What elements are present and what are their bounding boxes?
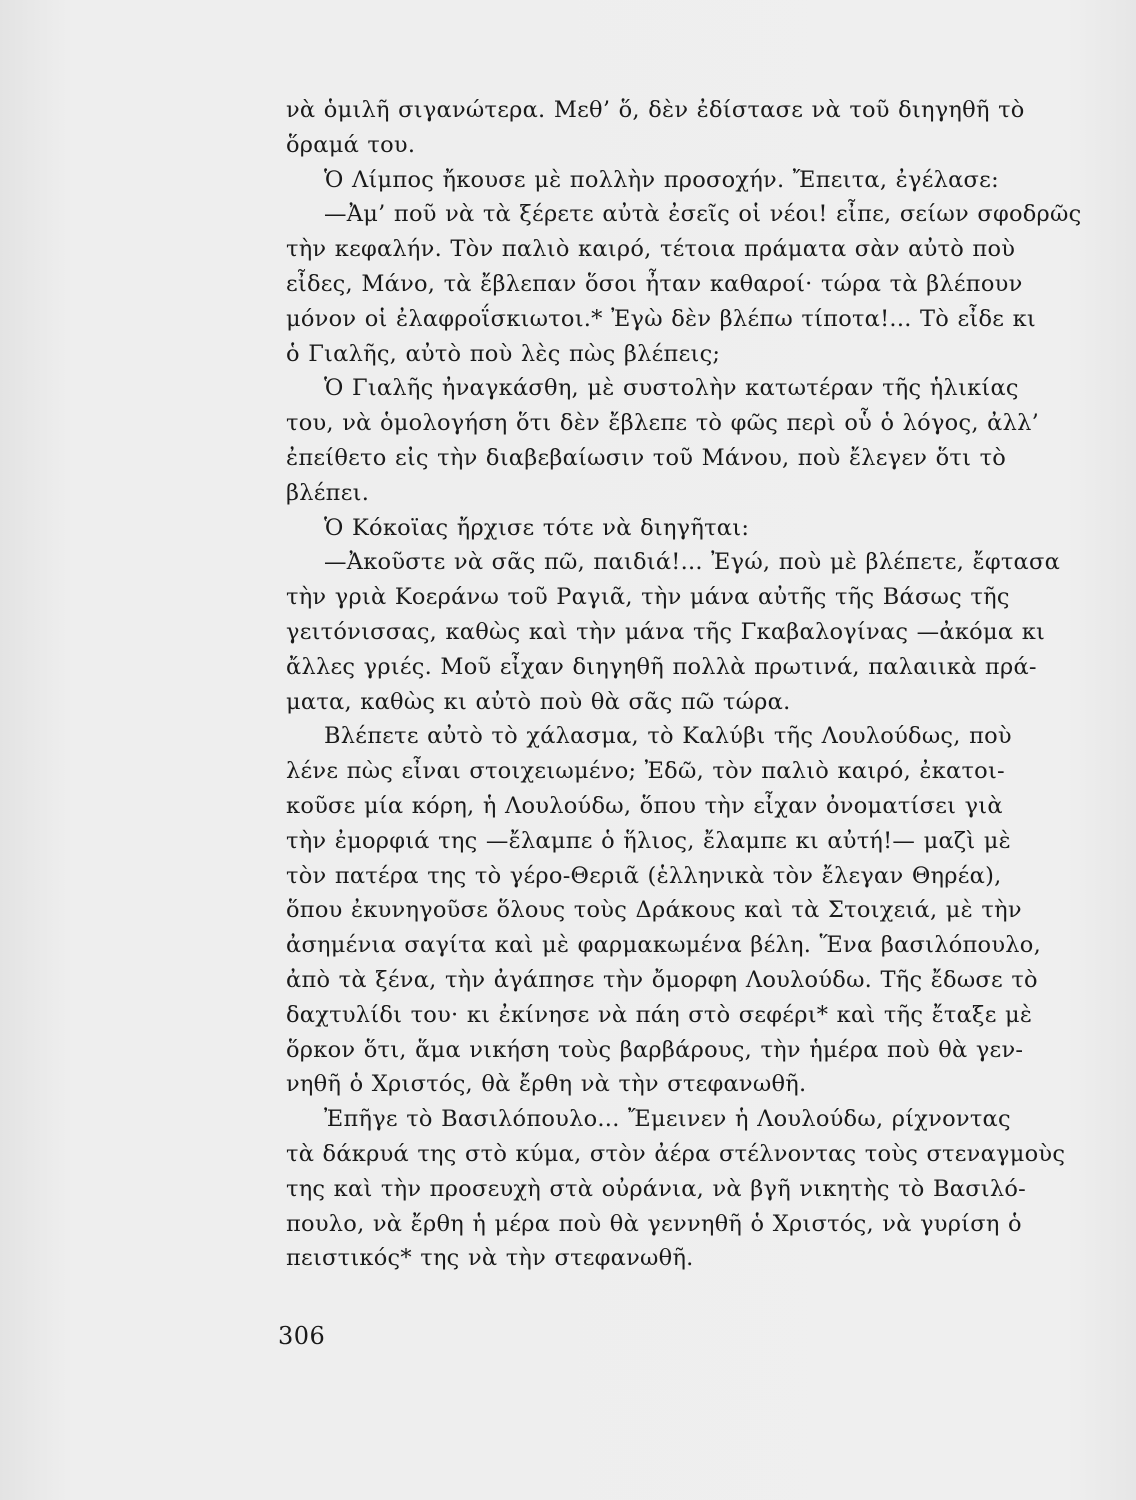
text-line: δαχτυλίδι του· κι ἐκίνησε νὰ πάη στὸ σεφέρι* καὶ τῆς ἔταξε μὲ: [286, 1001, 1033, 1028]
text-line: του, νὰ ὁμολογήση ὅτι δὲν ἔβλεπε τὸ φῶς περὶ οὗ ὁ λόγος, ἀλλ’: [286, 410, 1039, 437]
text-line: ὁ Γιαλῆς, αὐτὸ ποὺ λὲς πὼς βλέπεις;: [286, 340, 721, 367]
text-line: μόνον οἱ ἐλαφροΐσκιωτοι.* Ἐγὼ δὲν βλέπω τίποτα!... Τὸ εἶδε κι: [286, 305, 1036, 332]
text-line: τὴν κεφαλήν. Τὸν παλιὸ καιρό, τέτοια πράματα σὰν αὐτὸ ποὺ: [286, 236, 1016, 263]
text-line: ὅρκον ὅτι, ἅμα νικήση τοὺς βαρβάρους, τὴν ἡμέρα ποὺ θὰ γεν-: [286, 1036, 1024, 1063]
text-line: Ὁ Λίμπος ἤκουσε μὲ πολλὴν προσοχήν. Ἔπειτα, ἐγέλασε:: [324, 166, 999, 193]
text-line: ἐπείθετο εἰς τὴν διαβεβαίωσιν τοῦ Μάνου, ποὺ ἔλεγεν ὅτι τὸ: [286, 444, 1007, 471]
text-line: τὸν πατέρα της τὸ γέρο-Θεριᾶ (ἑλληνικὰ τὸν ἔλεγαν Θηρέα),: [286, 862, 1002, 889]
text-line: τὴν γριὰ Κοεράνω τοῦ Ραγιᾶ, τὴν μάνα αὐτῆς τῆς Βάσως τῆς: [286, 584, 1010, 611]
text-line: ὅπου ἐκυνηγοῦσε ὅλους τοὺς Δράκους καὶ τὰ Στοιχειά, μὲ τὴν: [286, 897, 1022, 924]
text-line: λένε πὼς εἶναι στοιχειωμένο; Ἐδῶ, τὸν παλιὸ καιρό, ἐκατοι-: [286, 758, 1005, 785]
text-line: —Ἀμ’ ποῦ νὰ τὰ ξέρετε αὐτὰ ἐσεῖς οἱ νέοι! εἶπε, σείων σφοδρῶς: [324, 201, 1082, 228]
text-line: Ὁ Κόκοϊας ἤρχισε τότε νὰ διηγῆται:: [324, 514, 750, 541]
text-line: ἀπὸ τὰ ξένα, τὴν ἀγάπησε τὴν ὄμορφη Λουλούδω. Τῆς ἔδωσε τὸ: [286, 966, 1038, 993]
text-line: κοῦσε μία κόρη, ἡ Λουλούδω, ὅπου τὴν εἶχαν ὀνοματίσει γιὰ: [286, 792, 1003, 819]
text-line: νηθῆ ὁ Χριστός, θὰ ἔρθη νὰ τὴν στεφανωθῆ.: [286, 1071, 807, 1098]
text-line: τὰ δάκρυά της στὸ κύμα, στὸν ἀέρα στέλνοντας τοὺς στεναγμοὺς: [286, 1140, 1066, 1167]
text-line: ἀσημένια σαγίτα καὶ μὲ φαρμακωμένα βέλη. Ἕνα βασιλόπουλο,: [286, 932, 1041, 959]
text-line: βλέπει.: [286, 479, 370, 506]
text-line: ἄλλες γριές. Μοῦ εἶχαν διηγηθῆ πολλὰ πρωτινά, παλαιικὰ πρά-: [286, 653, 1037, 680]
text-line: νὰ ὁμιλῆ σιγανώτερα. Μεθ’ ὅ, δὲν ἐδίστασε νὰ τοῦ διηγηθῆ τὸ: [286, 97, 1025, 123]
text-line: εἶδες, Μάνο, τὰ ἔβλεπαν ὅσοι ἦταν καθαροί· τώρα τὰ βλέπουν: [286, 270, 1023, 297]
text-line: πουλο, νὰ ἔρθη ἡ μέρα ποὺ θὰ γεννηθῆ ὁ Χριστός, νὰ γυρίση ὁ: [286, 1210, 1022, 1237]
text-line: ὅραμά του.: [286, 131, 416, 158]
text-line: Ἐπῆγε τὸ Βασιλόπουλο... Ἔμεινεν ἡ Λουλούδω, ρίχνοντας: [324, 1106, 1011, 1133]
text-line: γειτόνισσας, καθὼς καὶ τὴν μάνα τῆς Γκαβαλογίνας —ἀκόμα κι: [286, 618, 1046, 645]
page-number: 306: [278, 1322, 326, 1350]
text-line: πειστικός* της νὰ τὴν στεφανωθῆ.: [286, 1245, 694, 1272]
text-line: τὴν ἐμορφιά της —ἔλαμπε ὁ ἥλιος, ἔλαμπε κι αὐτή!— μαζὶ μὲ: [286, 827, 1012, 854]
text-line: Βλέπετε αὐτὸ τὸ χάλασμα, τὸ Καλύβι τῆς Λουλούδως, ποὺ: [324, 723, 1012, 750]
text-line: ματα, καθὼς κι αὐτὸ ποὺ θὰ σᾶς πῶ τώρα.: [286, 688, 791, 715]
page-body-text: [286, 93, 1082, 1276]
text-line: —Ἀκοῦστε νὰ σᾶς πῶ, παιδιά!... Ἐγώ, ποὺ μὲ βλέπετε, ἔφτασα: [324, 549, 1061, 576]
text-line: Ὁ Γιαλῆς ἠναγκάσθη, μὲ συστολὴν κατωτέραν τῆς ἡλικίας: [324, 375, 1019, 402]
text-line: της καὶ τὴν προσευχὴ στὰ οὐράνια, νὰ βγῆ νικητὴς τὸ Βασιλό-: [286, 1175, 1027, 1202]
